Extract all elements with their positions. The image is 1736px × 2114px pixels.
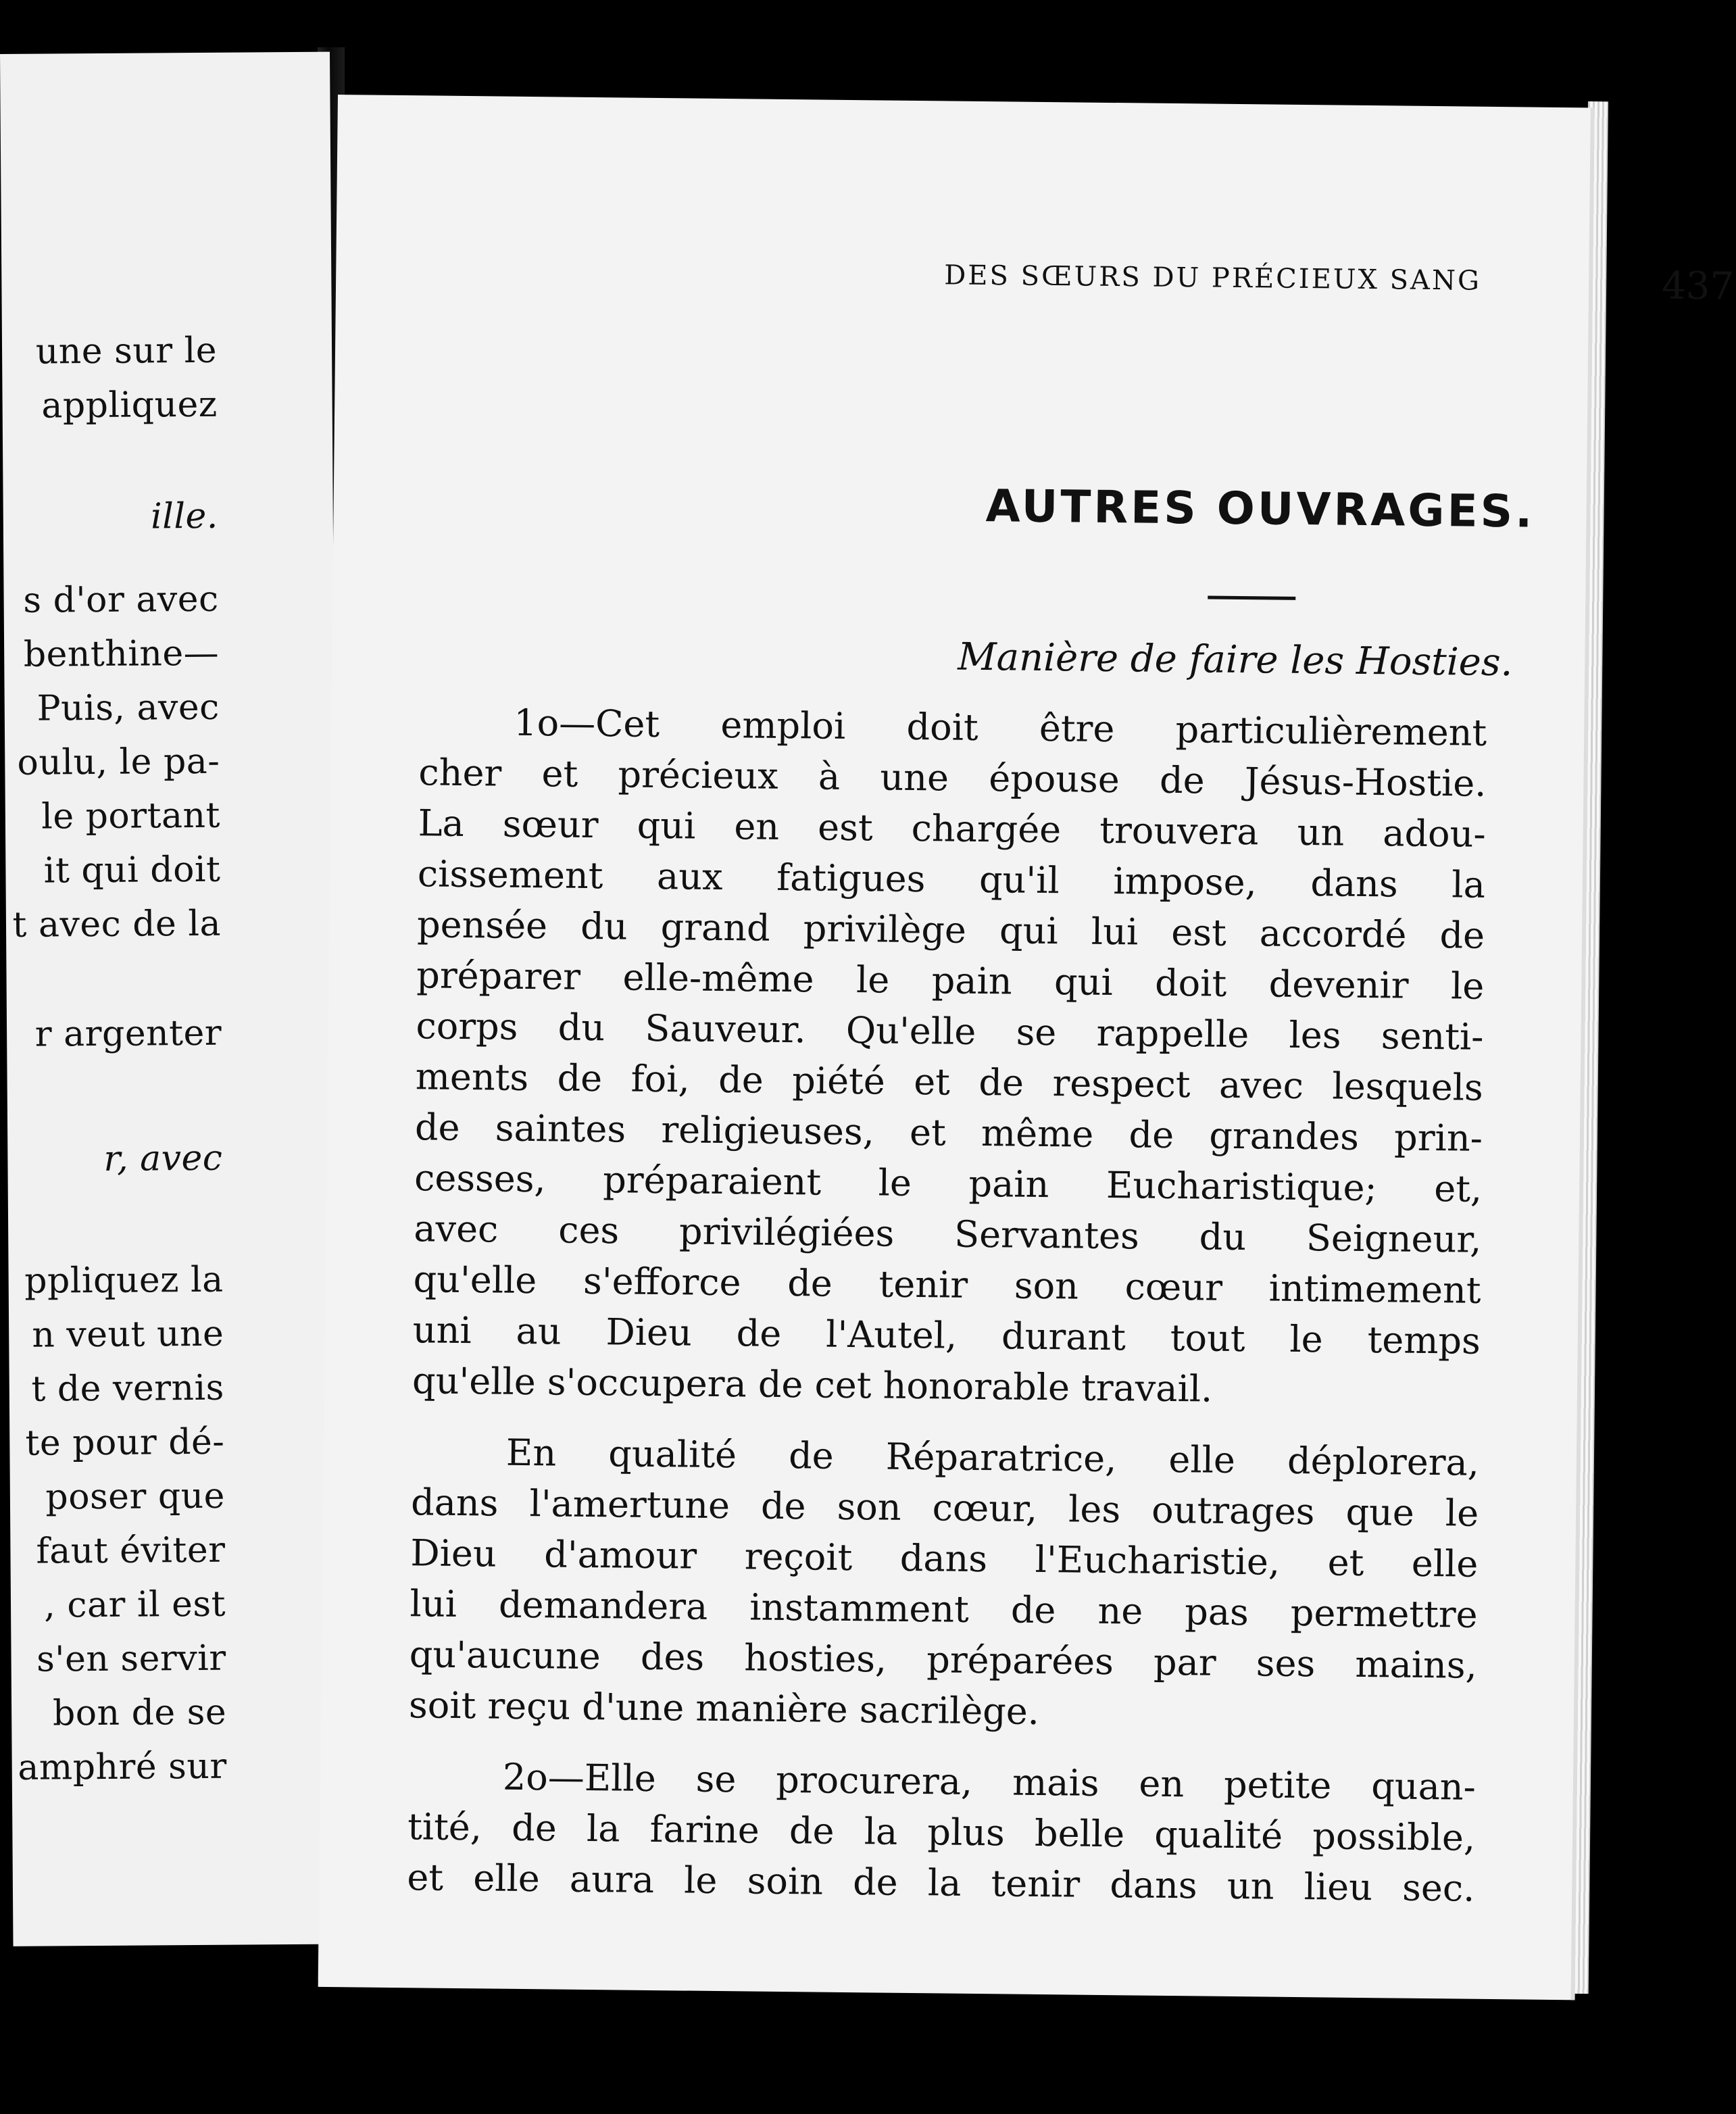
left-page-line: poser que [45,1475,226,1518]
body-text-line: Dieu d'amour reçoit dans l'Eucharistie, et elle [410,1531,1479,1585]
body-text-line: qu'elle s'occupera de cet honorable travail. [412,1359,1213,1410]
body-text-line: cher et précieux à une épouse de Jésus-Hostie. [418,751,1487,805]
title-divider [1208,596,1295,600]
left-page-line: r, avec [103,1137,223,1179]
left-page-line: une sur le [35,330,218,372]
body-text-line: dans l'amertune de son cœur, les outrages que le [410,1481,1479,1535]
body-text-line: cissement aux fatigues qu'il impose, dans la [417,852,1486,906]
body-text-line: lui demandera instamment de ne pas permettre [410,1582,1478,1636]
body-text-line: En qualité de Réparatrice, elle déplorera, [505,1431,1480,1484]
body-text-line: cesses, préparaient le pain Eucharistique; et, [414,1156,1483,1210]
left-page-line: ille. [150,495,218,537]
body-text-line: soit reçu d'une manière sacrilège. [408,1683,1040,1733]
body-text-line: 2o—Elle se procurera, mais en petite quan- [502,1755,1477,1809]
left-page-line: it qui doit [43,849,221,891]
section-title: AUTRES OUVRAGES. [985,480,1535,538]
left-page-line: n veut une [32,1313,224,1356]
left-page-line: t de vernis [31,1367,224,1410]
left-page-line: s'en servir [36,1638,226,1680]
body-text-line: pensée du grand privilège qui lui est accordé de [416,903,1485,957]
right-page [318,95,1735,2000]
body-text-line: tité, de la farine de la plus belle qualité possible, [407,1805,1476,1859]
running-head: DES SŒURS DU PRÉCIEUX SANG [944,260,1482,297]
body-text-line: qu'aucune des hosties, préparées par ses mains, [409,1633,1478,1687]
body-text-line: La sœur qui en est chargée trouvera un adou- [418,802,1486,856]
body-text-line: 1o—Cet emploi doit être particulièrement [513,701,1487,754]
body-text-line: avec ces privilégiées Servantes du Seigneur, [414,1207,1482,1261]
left-page-line: , car il est [44,1583,226,1626]
left-page-line: le portant [41,795,221,837]
left-page-line: te pour dé- [25,1421,225,1464]
left-page-line: faut éviter [36,1529,226,1572]
left-page-line: r argenter [34,1012,222,1055]
body-text-line: corps du Sauveur. Qu'elle se rappelle les senti- [416,1004,1484,1058]
left-page-line: ppliquez la [24,1259,224,1302]
body-text-line: ments de foi, de piété et de respect avec lesquels [415,1055,1484,1109]
left-page [0,52,343,1946]
body-text-line: qu'elle s'efforce de tenir son cœur intimement [413,1258,1481,1312]
left-page-line: t avec de la [12,903,222,945]
left-page-line: oulu, le pa- [17,741,220,783]
left-page-line: Puis, avec [36,687,220,729]
left-page-line: benthine— [23,633,220,675]
body-text-line: de saintes religieuses, et même de grandes prin- [414,1106,1483,1160]
body-text-line: et elle aura le soin de la tenir dans un lieu sec. [407,1856,1475,1910]
page-number: 437 [1661,264,1735,309]
left-page-line: appliquez [41,384,218,426]
left-page-line: s d'or avec [23,579,219,621]
section-subtitle: Manière de faire les Hosties. [957,635,1513,685]
body-text-line: préparer elle-même le pain qui doit devenir le [416,954,1485,1008]
body-text-line: uni au Dieu de l'Autel, durant tout le temps [412,1308,1481,1362]
left-page-line: amphré sur [18,1746,227,1788]
left-page-line: bon de se [52,1692,227,1734]
